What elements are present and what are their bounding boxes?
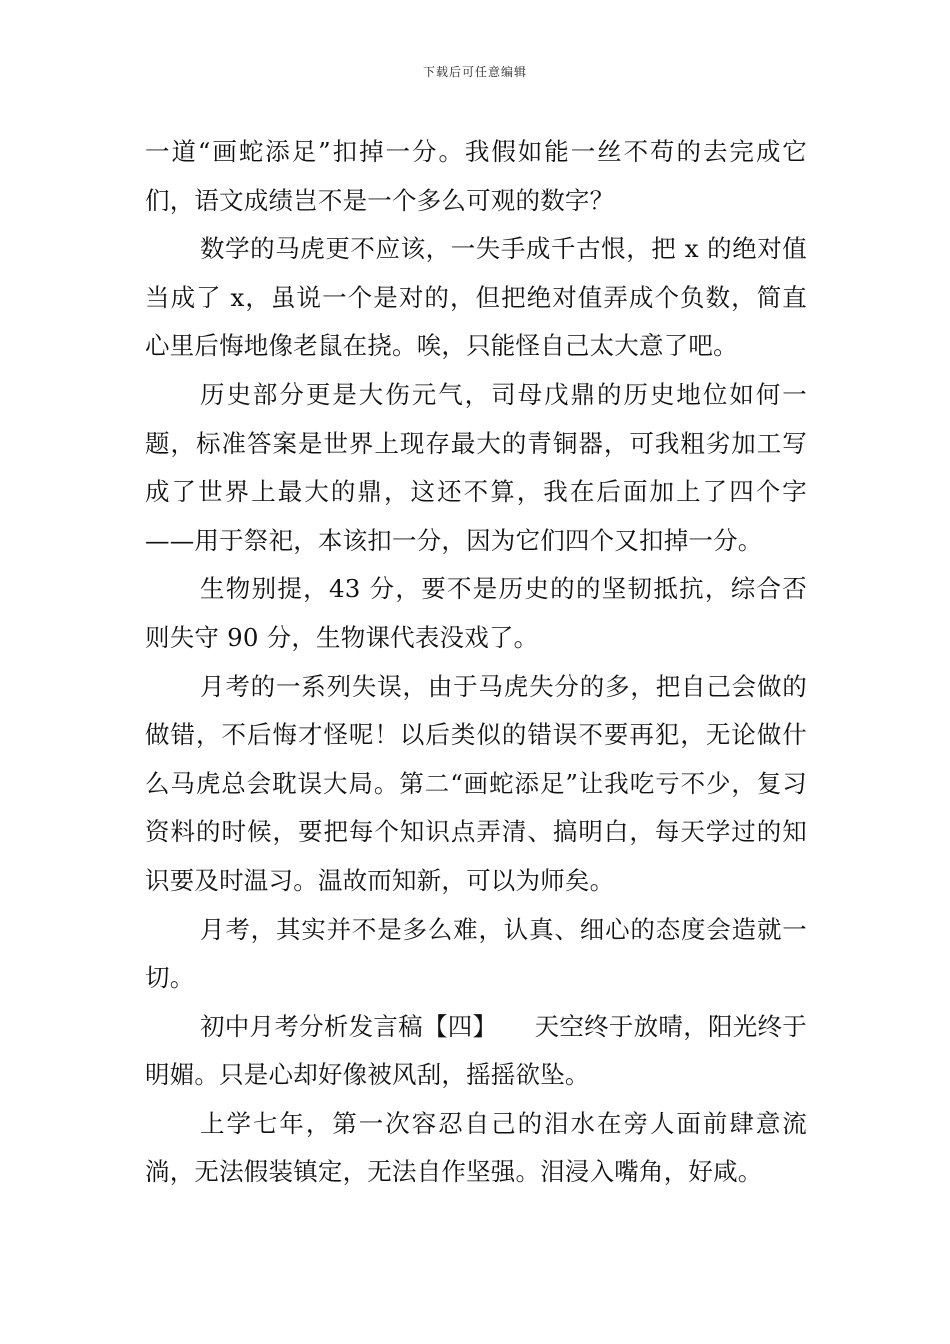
paragraph-3: 历史部分更是大伤元气，司母戊鼎的历史地位如何一题，标准答案是世界上现存最大的青铜器，可我粗劣加工写成了世界上最大的鼎，这还不算，我在后面加上了四个字——用于祭祀，本该扣一分，因为它们四个又扣掉一分。 <box>145 379 807 555</box>
paragraph-1: 一道“画蛇添足”扣掉一分。我假如能一丝不苟的去完成它们，语文成绩岂不是一个多么可观的数字？ <box>145 137 807 215</box>
paragraph-7: 初中月考分析发言稿【四】 天空终于放晴，阳光终于明媚。只是心却好像被风刮，摇摇欲坠。 <box>145 1011 807 1090</box>
paragraph-2: 数学的马虎更不应该，一失手成千古恨，把 x 的绝对值当成了 x，虽说一个是对的，但把绝对值弄成个负数，简直心里后悔地像老鼠在挠。唉，只能怪自己太大意了吧。 <box>145 234 807 361</box>
paragraph-4: 生物别提，43 分，要不是历史的的坚韧抵抗，综合否则失守 90 分，生物课代表没戏了。 <box>145 574 807 652</box>
paragraph-8: 上学七年，第一次容忍自己的泪水在旁人面前肆意流淌，无法假装镇定，无法自作坚强。泪浸入嘴角，好咸。 <box>145 1108 807 1187</box>
paragraph-6: 月考，其实并不是多么难，认真、细心的态度会造就一切。 <box>145 914 807 993</box>
page-header: 下载后可任意编辑 <box>422 65 527 79</box>
paragraph-5: 月考的一系列失误，由于马虎失分的多，把自己会做的做错，不后悔才怪呢！以后类似的错误不要再犯，无论做什么马虎总会耽误大局。第二“画蛇添足”让我吃亏不少，复习资料的时候，要把每个知识点弄清、搞明白，每天学过的知识要及时温习。温故而知新，可以为师矣。 <box>145 671 807 895</box>
document-body <box>145 128 807 1197</box>
